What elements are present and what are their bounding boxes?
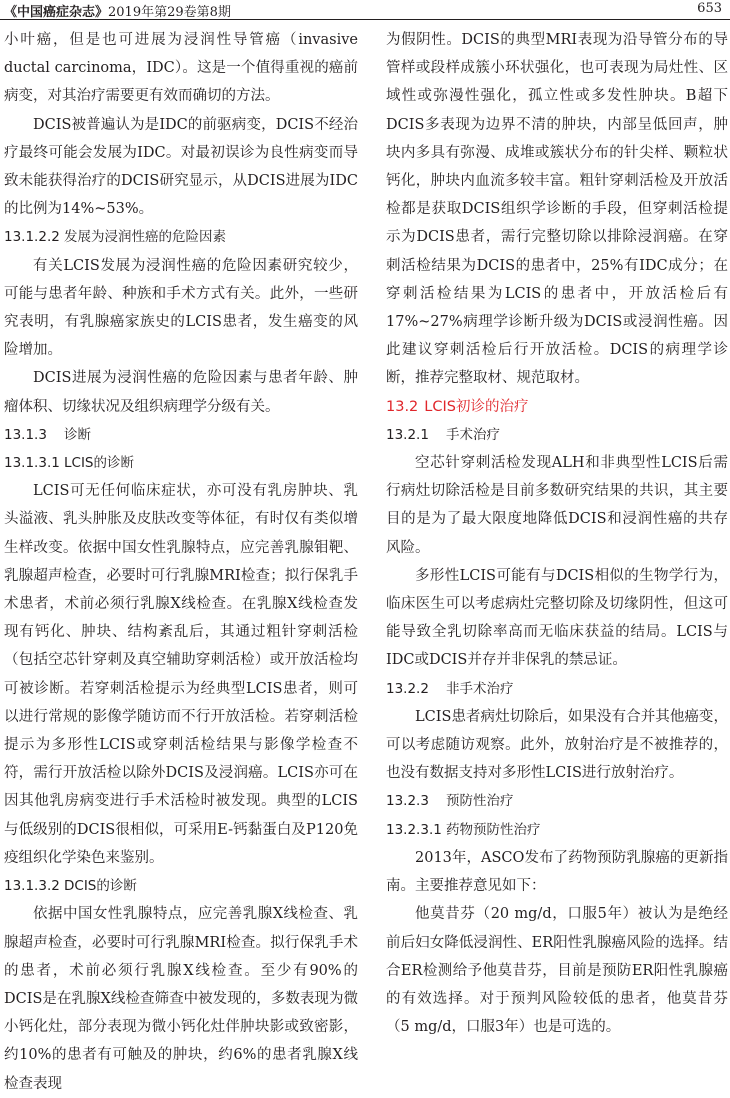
paragraph: 有关LCIS发展为浸润性癌的危险因素研究较少，可能与患者年龄、种族和手术方式有关。此外，一些研究表明，有乳腺癌家族史的LCIS患者，发生癌变的风险增加。 [4,257,358,359]
section-number: 13.2.1 [386,426,429,443]
paragraph: LCIS可无任何临床症状，亦可没有乳房肿块、乳头溢液、乳头肿胀及皮肤改变等体征，有时仅有类似增生样改变。依据中国女性乳腺特点，应完善乳腺钼靶、乳腺超声检查，必要时可行乳腺MRI检查；拟行保乳手术患者，术前必须行乳腺X线检查。在乳腺X线检查发现有钙化、肿块、结构紊乱后，其通过粗针穿刺活检（包括空芯针穿刺及真空辅助穿刺活检）或开放活检均可被诊断。若穿刺活检提示为经典型LCIS患者，则可以进行常规的影像学随访而不行开放活检。若穿刺活检提示为多形性LCIS或穿刺活检结果与影像学检查不符，需行开放活检以除外DCIS及浸润癌。LCIS亦可在因其他乳房病变进行手术活检时被发现。典型的LCIS与低级别的DCIS很相似，可采用E-钙黏蛋白及P120免疫组织化学染色来鉴别。 [4,483,358,866]
page-number: 653 [697,1,722,16]
section-title: 预防性治疗 [446,793,514,810]
section-number: 13.2.2 [386,680,429,697]
journal-citation [4,1,231,20]
subsection-heading [4,421,358,449]
subsection-heading [386,816,728,844]
paragraph: 空芯针穿刺活检发现ALH和非典型性LCIS后需行病灶切除活检是目前多数研究结果的共识，其主要目的是为了最大限度地降低DCIS和浸润性癌的共存风险。 [386,455,728,556]
section-number: 13.2.3.1 [386,821,442,838]
running-header [0,0,730,20]
section-title: 非手术治疗 [446,680,514,697]
section-number: 13.2.3 [386,793,429,810]
section-number: 13.2 [386,398,419,415]
section-title: 手术治疗 [446,426,500,443]
journal-issue: 2019年第29卷第8期 [108,5,231,20]
subsection-heading [386,675,728,703]
section-number: 13.1.3.2 [4,878,60,895]
paragraph: 多形性LCIS可能有与DCIS相似的生物学行为，临床医生可以考虑病灶完整切除及切缘阴性，但这可能导致全乳切除率高而无临床获益的结局。LCIS与IDC或DCIS并存并非保乳的禁忌证。 [386,567,728,669]
subsection-heading [4,872,358,900]
section-number: 13.1.3.1 [4,455,60,472]
section-number: 13.1.3 [4,426,47,443]
section-number: 13.1.2.2 [4,229,60,246]
paragraph: 为假阴性。DCIS的典型MRI表现为沿导管分布的导管样或段样成簇小环状强化，也可表现为局灶性、区域性或弥漫性强化，孤立性或多发性肿块。B超下DCIS多表现为边界不清的肿块，内部呈低回声，肿块内多具有弥漫、成堆或簇状分布的针尖样、颗粒状钙化，肿块内血流多较丰富。粗针穿刺活检及开放活检都是获取DCIS组织学诊断的手段，但穿刺活检提示为DCIS患者，需行完整切除以排除浸润癌。在穿刺活检结果为DCIS的患者中，25%有IDC成分；在穿刺活检结果为LCIS的患者中，开放活检后有17%~27%病理学诊断升级为DCIS或浸润性癌。因此建议穿刺活检后行开放活检。DCIS的病理学诊断，推荐完整取材、规范取材。 [386,32,728,387]
left-column [4,26,358,1098]
section-title: 发展为浸润性癌的危险因素 [64,229,226,246]
section-title: LCIS的诊断 [64,455,134,472]
subsection-heading [386,421,728,449]
section-title: 诊断 [64,426,91,443]
paragraph: DCIS被普遍认为是IDC的前驱病变，DCIS不经治疗最终可能会发展为IDC。对最初误诊为良性病变而导致未能获得治疗的DCIS研究显示，从DCIS进展为IDC的比例为14%~53%。 [4,116,358,218]
section-heading [386,393,728,421]
section-title: LCIS初诊的治疗 [424,398,529,415]
subsection-heading [4,223,358,251]
subsection-heading [386,787,728,815]
section-title: DCIS的诊断 [64,878,137,895]
paragraph: 2013年，ASCO发布了药物预防乳腺癌的更新指南。主要推荐意见如下： [386,849,728,895]
journal-name: 《中国癌症杂志》 [4,5,109,20]
paragraph: DCIS进展为浸润性癌的危险因素与患者年龄、肿瘤体积、切缘状况及组织病理学分级有关。 [4,370,358,415]
paragraph: 依据中国女性乳腺特点，应完善乳腺X线检查、乳腺超声检查，必要时可行乳腺MRI检查。拟行保乳手术的患者，术前必须行乳腺X线检查。至少有90%的DCIS是在乳腺X线检查筛查中被发现的，多数表现为微小钙化灶，部分表现为微小钙化灶伴肿块影或致密影，约10%的患者有可触及的肿块，约6%的患者乳腺X线检查表现 [4,906,358,1092]
section-title: 药物预防性治疗 [446,821,541,838]
subsection-heading [4,449,358,477]
paragraph: 小叶癌，但是也可进展为浸润性导管癌（invasive ductal carcinoma，IDC）。这是一个值得重视的癌前病变，对其治疗需要更有效而确切的方法。 [4,32,358,105]
header-divider [0,19,730,20]
paragraph: LCIS患者病灶切除后，如果没有合并其他癌变，可以考虑随访观察。此外，放射治疗是不被推荐的，也没有数据支持对多形性LCIS进行放射治疗。 [386,708,728,782]
right-column [386,26,728,1041]
paragraph: 他莫昔芬（20 mg/d，口服5年）被认为是绝经前后妇女降低浸润性、ER阳性乳腺癌风险的选择。结合ER检测给予他莫昔芬，目前是预防ER阳性乳腺癌的有效选择。对于预判风险较低的患者，他莫昔芬（5 mg/d，口服3年）也是可选的。 [386,906,728,1036]
